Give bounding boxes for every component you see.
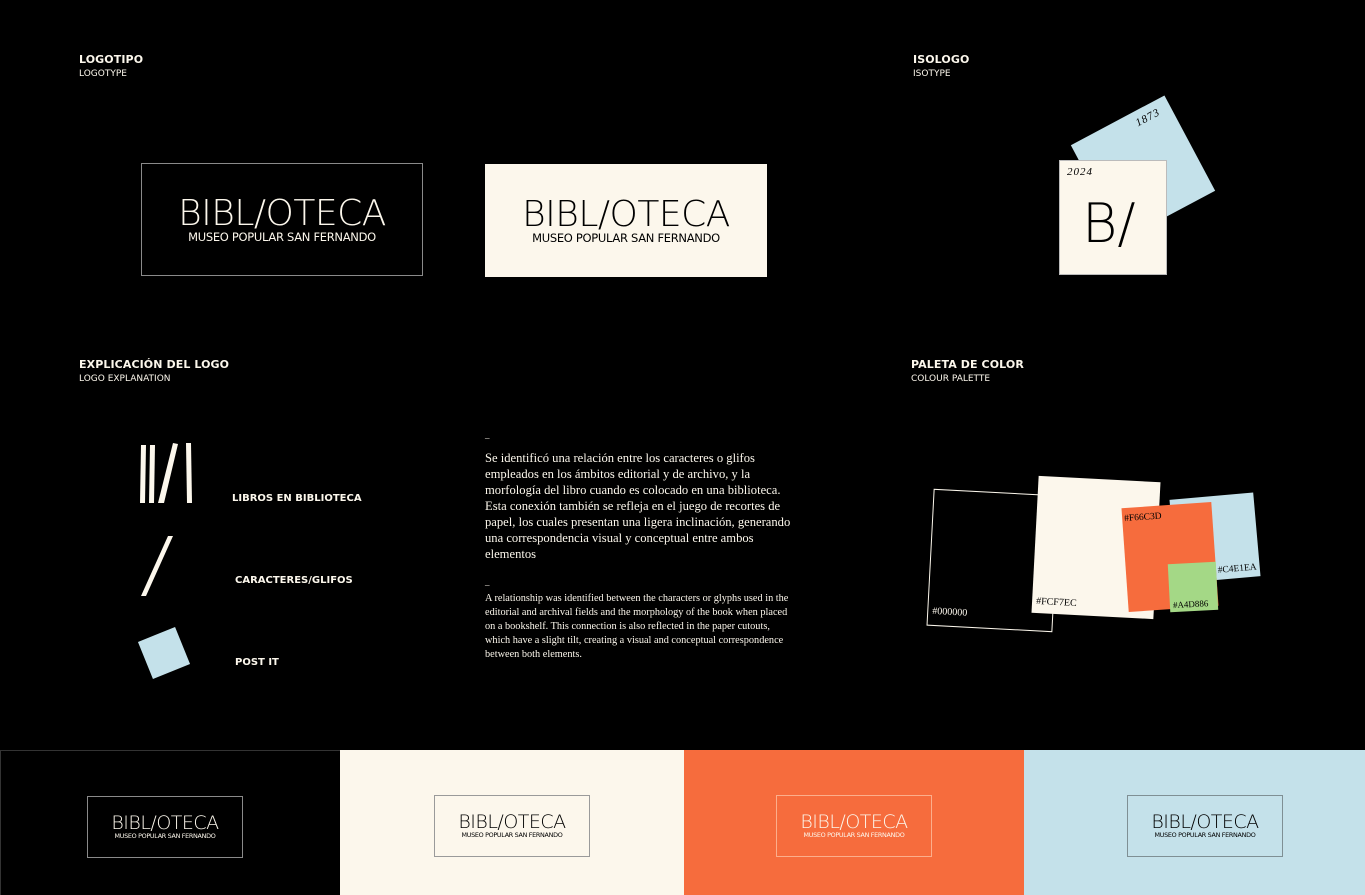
swatch-label: #FCF7EC	[1035, 595, 1077, 610]
logo-subtitle: MUSEO POPULAR SAN FERNANDO	[532, 230, 720, 245]
logo-band-light-blue	[1024, 750, 1365, 895]
explanation-text-en: A relationship was identified between the characters or glyphs used in the editorial and archival fields and the morphology of the book when placed on a bookshelf. This connection is also reflected in the paper cutouts, which have a slight tilt, creating a visual and conceptual correspondence between both elements.	[485, 593, 789, 660]
logotype-heading	[79, 53, 143, 79]
post-it-icon	[138, 627, 190, 679]
swatch-label: #F66C3D	[1123, 511, 1162, 525]
section-subtitle: LOGOTYPE	[79, 69, 127, 79]
logo-subtitle: MUSEO POPULAR SAN FERNANDO	[803, 831, 905, 840]
text-dash-es: _	[485, 430, 490, 440]
logo-subtitle: MUSEO POPULAR SAN FERNANDO	[188, 229, 376, 244]
explanation-heading	[79, 358, 229, 384]
section-subtitle: COLOUR PALETTE	[911, 374, 991, 384]
explanation-item-post-it: POST IT	[235, 657, 279, 668]
isologo-mark: B/	[1082, 192, 1136, 255]
swatch-label: #C4E1EA	[1217, 562, 1258, 576]
swatch-green	[1168, 562, 1218, 612]
isologo-year-front: 2024	[1067, 166, 1093, 178]
swatch-label: #A4D886	[1172, 598, 1209, 611]
logo-light-version	[485, 164, 767, 277]
logo-wordmark: BIBL/OTECA	[1151, 811, 1259, 834]
logo-variant	[87, 796, 243, 858]
logo-subtitle: MUSEO POPULAR SAN FERNANDO	[114, 832, 216, 841]
logo-subtitle: MUSEO POPULAR SAN FERNANDO	[461, 831, 563, 840]
text-dash-en: _	[485, 577, 490, 587]
logo-band-black	[0, 750, 340, 895]
section-subtitle: ISOTYPE	[913, 69, 951, 79]
logo-wordmark: BIBL/OTECA	[458, 811, 566, 834]
logo-wordmark: BIBL/OTECA	[178, 192, 386, 234]
section-title: EXPLICACIÓN DEL LOGO	[79, 358, 230, 371]
explanation-item-glyphs: CARACTERES/GLIFOS	[235, 575, 353, 586]
explanation-item-books: LIBROS EN BIBLIOTECA	[232, 493, 362, 504]
logo-wordmark: BIBL/OTECA	[800, 811, 908, 834]
logo-variant	[776, 795, 932, 857]
explanation-text-es: Se identificó una relación entre los caracteres o glifos empleados en los ámbitos editorial y de archivo, y la morfología del libro cuando es colocado en una biblioteca. Esta conexión también se refleja en el juego de recortes de papel, los cuales presentan una ligera inclinación, generando una correspondencia visual y conceptual entre ambos elementos	[485, 451, 791, 561]
section-subtitle: LOGO EXPLANATION	[79, 374, 171, 384]
logo-band-orange	[684, 750, 1024, 895]
slash-glyph-icon	[138, 534, 178, 598]
logo-wordmark: BIBL/OTECA	[111, 812, 219, 835]
logo-variant	[1127, 795, 1283, 857]
swatch-label: #000000	[931, 605, 968, 619]
books-icon	[138, 441, 198, 507]
logo-band-cream	[340, 750, 684, 895]
logo-subtitle: MUSEO POPULAR SAN FERNANDO	[1154, 831, 1256, 840]
logo-dark-version	[141, 163, 423, 276]
palette-heading	[911, 358, 1024, 384]
isotype-heading	[913, 53, 969, 79]
section-title: PALETA DE COLOR	[911, 358, 1024, 371]
isologo-year-back: 1873	[1133, 106, 1163, 130]
section-title: ISOLOGO	[913, 53, 970, 66]
isologo-front-square	[1059, 160, 1167, 275]
section-title: LOGOTIPO	[79, 53, 144, 66]
logo-variant	[434, 795, 590, 857]
logo-wordmark: BIBL/OTECA	[522, 193, 730, 235]
